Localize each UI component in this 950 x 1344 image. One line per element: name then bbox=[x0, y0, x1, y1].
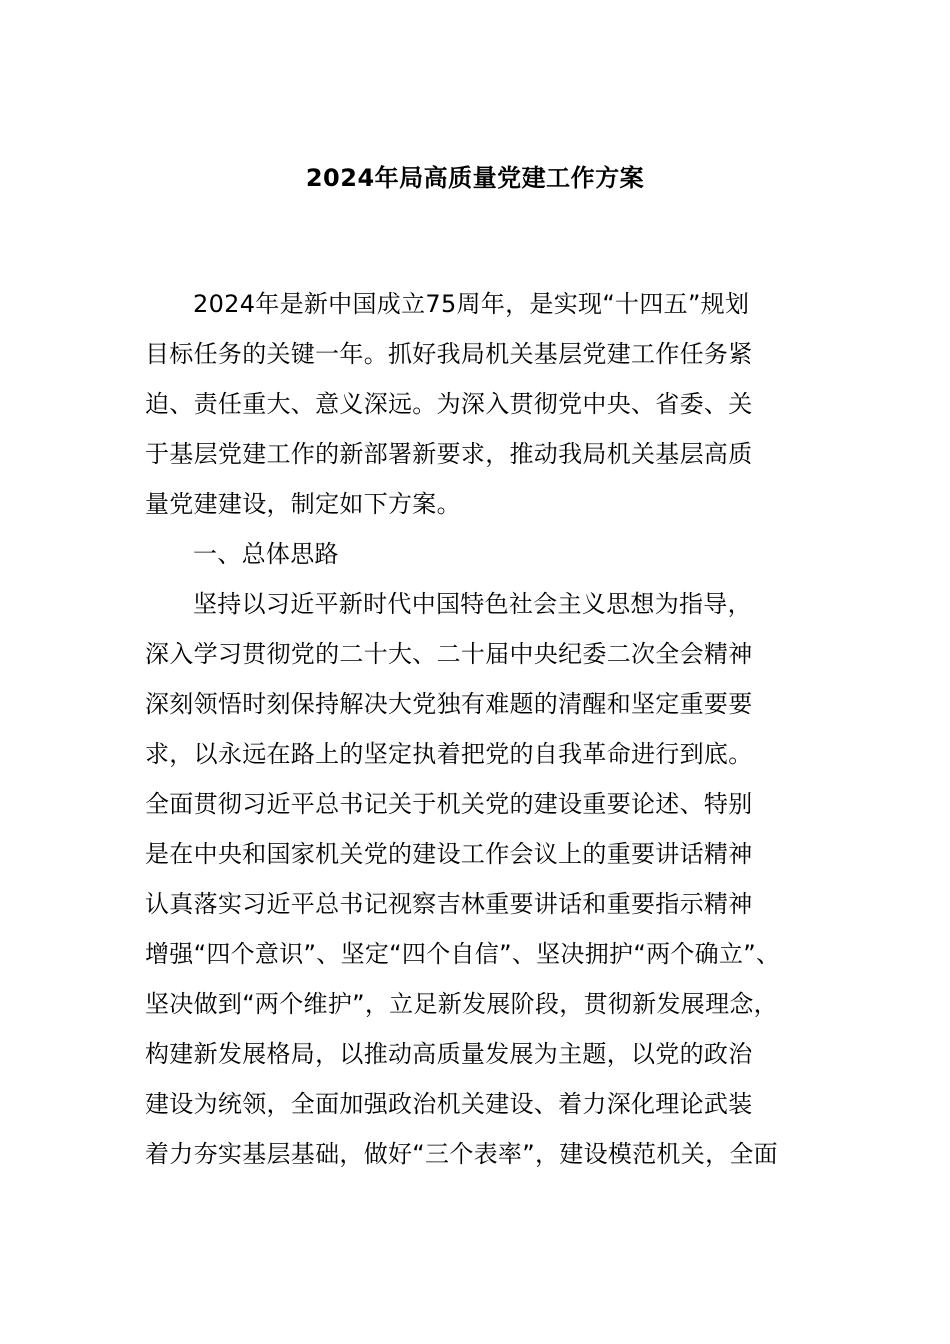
document-title: 2024年局高质量党建工作方案 bbox=[305, 164, 645, 192]
section-heading-overall-approach: 一、总体思路 bbox=[193, 540, 339, 568]
document-body bbox=[145, 279, 809, 1179]
intro-paragraph: 2024年是新中国成立75周年，是实现“十四五”规划 目标任务的关键一年。抓好我局机关基层党建工作任务紧 迫、责任重大、意义深远。为深入贯彻党中央、省委、关 于基层党建工作的新部署新要求，推动我局机关基层高质 量党建建设，制定如下方案。 bbox=[145, 290, 753, 518]
section-paragraph-overall-approach: 坚持以习近平新时代中国特色社会主义思想为指导， 深入学习贯彻党的二十大、二十届中央纪委二次全会精神 深刻领悟时刻保持解决大党独有难题的清醒和坚定重要要 求，以永远在路上的坚定执着把党的自我革命进行到底。 全面贯彻习近平总书记关于机关党的建设重要论述、特别 是在中央和国家机关党的建设工作会议上的重要讲话精神 认真落实习近平总书记视察吉林重要讲话和重要指示精神 增强“四个意识”、坚定“四个自信”、坚决拥护“两个确立”、 坚决做到“两个维护”，立足新发展阶段，贯彻新发展理念， 构建新发展格局，以推动高质量发展为主题，以党的政治 建设为统领，全面加强政治机关建设、着力深化理论武装 着力夯实基层基础，做好“三个表率”，建设模范机关，全面 bbox=[145, 590, 781, 1168]
